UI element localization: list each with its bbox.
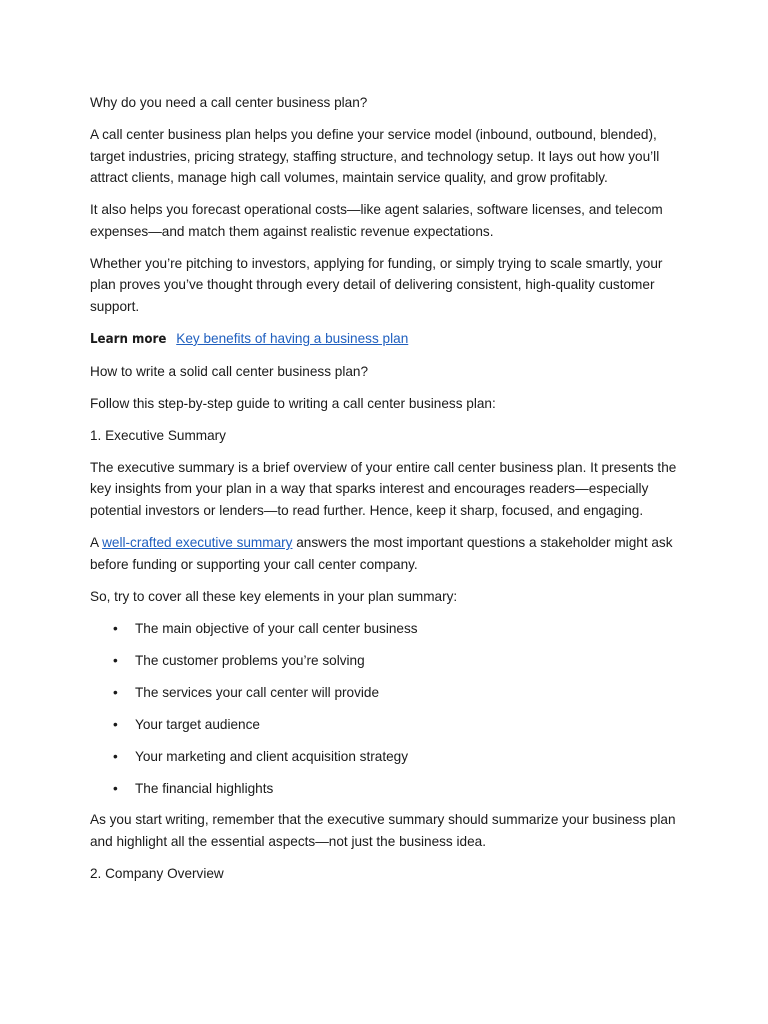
list-item-text: Your target audience	[135, 716, 260, 732]
list-item-text: The services your call center will provide	[135, 684, 380, 700]
well-crafted-executive-summary-link[interactable]: well-crafted executive summary	[102, 535, 293, 551]
list-item	[90, 746, 682, 768]
paragraph-forecast: It also helps you forecast operational costs—like agent salaries, software licenses, and telecom expenses—and match them against realistic revenue expectations.	[90, 202, 663, 239]
bullet-dot: •	[113, 716, 118, 732]
section-heading-company-overview: 2. Company Overview	[90, 866, 224, 882]
list-item	[90, 778, 682, 800]
bullet-dot: •	[113, 652, 118, 668]
list-item-text: The customer problems you’re solving	[135, 652, 365, 668]
paragraph-remember: As you start writing, remember that the executive summary should summarize your business plan and highlight all the essential aspects—not just the business idea.	[90, 812, 676, 850]
bullet-dot: •	[113, 620, 118, 636]
well-crafted-prefix: A	[90, 535, 103, 551]
section-heading-executive-summary: 1. Executive Summary	[90, 427, 226, 443]
paragraph-well-crafted	[90, 532, 682, 575]
paragraph-define: A call center business plan helps you define your service model (inbound, outbound, blended), target industries, pricing strategy, staffing structure, and technology setup. It lays out how you’ll attract clients, manage high call volumes, maintain service quality, and grow profitably.	[90, 126, 660, 186]
list-item-text: The financial highlights	[135, 780, 274, 796]
learn-more-label: Learn more	[90, 331, 167, 347]
bullet-dot: •	[113, 748, 118, 764]
question-heading-why: Why do you need a call center business plan?	[90, 95, 368, 110]
list-item	[90, 714, 682, 736]
list-item	[90, 618, 682, 640]
bullet-dot: •	[113, 684, 118, 700]
list-item	[90, 682, 682, 704]
list-item	[90, 650, 682, 672]
paragraph-cover: So, try to cover all these key elements in your plan summary:	[90, 588, 458, 604]
paragraph-pitching: Whether you’re pitching to investors, applying for funding, or simply trying to scale smartly, your plan proves you’ve thought through every detail of delivering consistent, high-quality customer support.	[90, 255, 663, 314]
paragraph-executive-summary: The executive summary is a brief overview of your entire call center business plan. It presents the key insights from your plan in a way that sparks interest and encourages readers—especially potential investors or lenders—to read further. Hence, keep it sharp, focused, and engaging.	[90, 459, 677, 519]
bullet-dot: •	[113, 780, 118, 796]
key-elements-list	[90, 618, 682, 800]
list-item-text: The main objective of your call center business	[135, 620, 418, 636]
well-crafted-suffix: answers the most important questions a stakeholder might ask before funding or supporting your call center company.	[90, 535, 673, 572]
document-page	[90, 92, 682, 895]
learn-more-row	[90, 328, 682, 351]
key-benefits-link[interactable]: Key benefits of having a business plan	[176, 330, 409, 346]
question-heading-how: How to write a solid call center business plan?	[90, 363, 369, 379]
paragraph-follow: Follow this step-by-step guide to writing a call center business plan:	[90, 395, 496, 411]
list-item-text: Your marketing and client acquisition strategy	[135, 748, 409, 764]
